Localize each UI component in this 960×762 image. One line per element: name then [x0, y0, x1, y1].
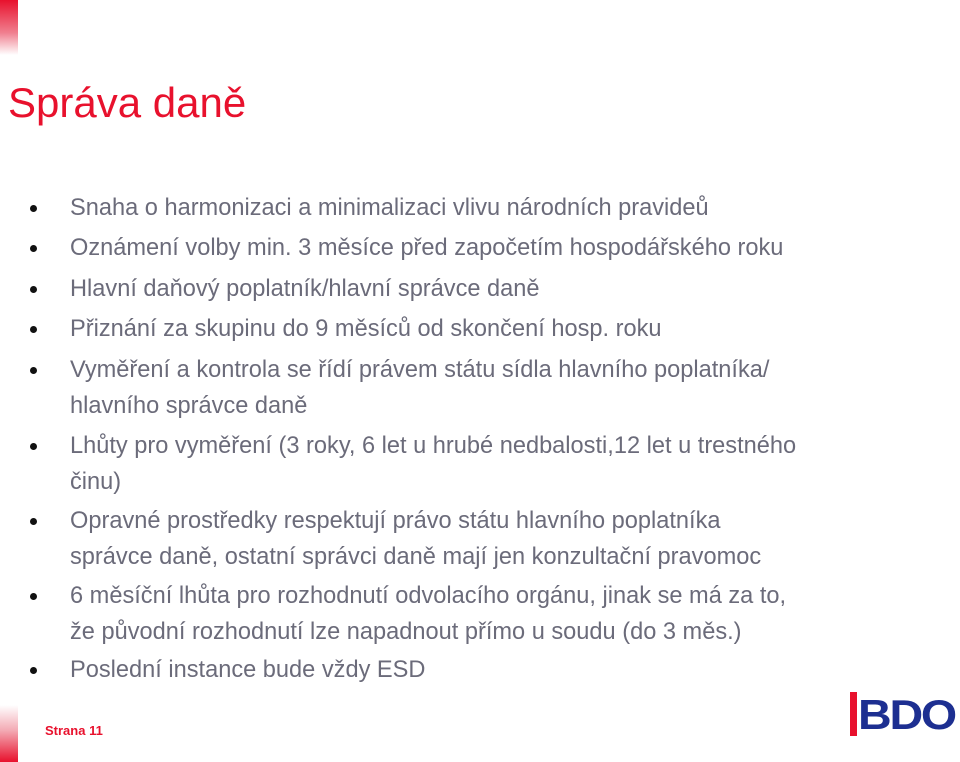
bullet-text: Opravné prostředky respektují právo státu hlavního poplatníka: [70, 508, 721, 534]
bullet-dot-icon: [30, 286, 37, 293]
slide-title: Správa daně: [8, 79, 247, 126]
top-accent-bar: [0, 0, 18, 55]
bullet-text: Snaha o harmonizaci a minimalizaci vlivu národních pravideů: [70, 195, 709, 221]
bullet-text: Lhůty pro vyměření (3 roky, 6 let u hrubé nedbalosti,12 let u trestného: [70, 433, 797, 459]
bullet-dot-icon: [30, 245, 37, 252]
logo-red-bar: [850, 692, 857, 736]
bullet-text-continuation: že původní rozhodnutí lze napadnout přímo u soudu (do 3 měs.): [70, 619, 742, 645]
bullet-dot-icon: [30, 667, 37, 674]
bullet-text: Přiznání za skupinu do 9 měsíců od skončení hosp. roku: [70, 316, 662, 342]
bullet-text-continuation: hlavního správce daně: [70, 393, 308, 419]
bullet-dot-icon: [30, 367, 37, 374]
bullet-dot-icon: [30, 205, 37, 212]
bullet-dot-icon: [30, 518, 37, 525]
bullet-text-continuation: činu): [70, 469, 122, 495]
bullet-text: Oznámení volby min. 3 měsíce před započetím hospodářského roku: [70, 235, 784, 261]
page-number: Strana 11: [45, 723, 103, 738]
bullet-dot-icon: [30, 593, 37, 600]
bottom-accent-bar: [0, 705, 18, 762]
bullet-text-continuation: správce daně, ostatní správci daně mají jen konzultační pravomoc: [70, 544, 762, 570]
bullet-text: 6 měsíční lhůta pro rozhodnutí odvolacího orgánu, jinak se má za to,: [70, 583, 787, 609]
bullet-text: Vyměření a kontrola se řídí právem státu sídla hlavního poplatníka/: [70, 357, 770, 383]
bullet-text: Poslední instance bude vždy ESD: [70, 657, 426, 683]
bullet-dot-icon: [30, 326, 37, 333]
bullet-text: Hlavní daňový poplatník/hlavní správce daně: [70, 276, 540, 302]
bullet-dot-icon: [30, 443, 37, 450]
bdo-logo: [848, 690, 958, 738]
logo-wordmark: BDO: [858, 691, 956, 738]
